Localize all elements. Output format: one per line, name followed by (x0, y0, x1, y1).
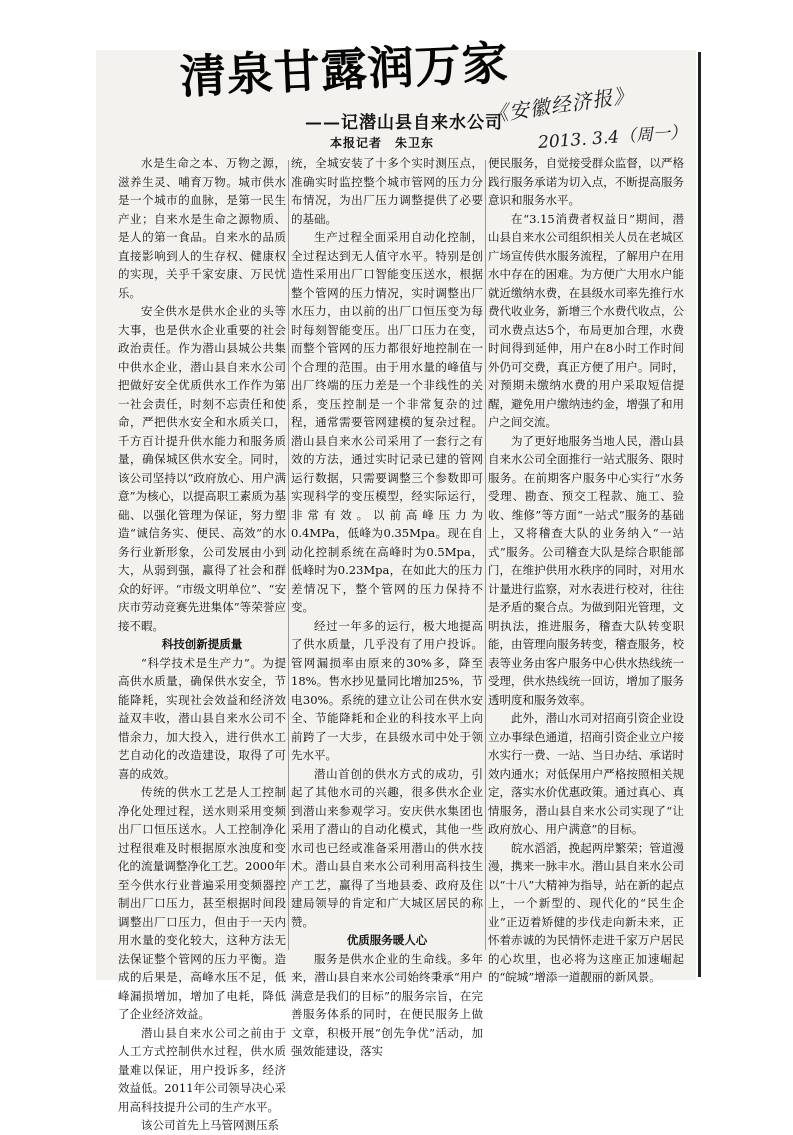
handwritten-source-note: 《安徽经济报》 (486, 82, 636, 127)
paragraph: 生产过程全面采用自动化控制，全过程达到无人值守水平。特别是创造性采用出厂口智能变压送水，根据整个管网的压力情况，实时调整出厂水压力，由以前的出厂口恒压变为每时每刻智能变压。出厂口压力在变，而整个管网的压力都很好地控制在一个合理的范围。由于用水量的峰值与出厂终端的压力差是一个非线性的关系，变压控制是一个非常复杂的过程，通常需要管网建模的复杂过程。潜山县自来水公司采用了一套行之有效的方法，通过实时记录已建的管网运行数据，只需要调整三个参数即可实现科学的变压模型，经实际运行，非常有效。以前高峰压力为0.4MPa，低峰为0.35Mpa。现在自动化控制系统在高峰时为0.5Mpa，低峰时为0.23Mpa，在如此大的压力差情况下，整个管网的压力保持不变。 (291, 230, 483, 614)
article-column-1 (118, 154, 286, 1132)
paragraph: “科学技术是生产力”。为提高供水质量，确保供水安全，节能降耗，实现社会效益和经济效益双丰收，潜山县自来水公司不惜余力，加大投入，进行供水工艺自动化的改造建设，取得了可喜的成效。 (118, 655, 286, 781)
byline: 本报记者 朱卫东 (330, 136, 435, 150)
paragraph: 潜山县自来水公司之前由于人工方式控制供水过程，供水质量难以保证，用户投诉多，经济效益低。2011年公司领导决心采用高科技提升公司的生产水平。 (118, 1025, 286, 1114)
column-divider (288, 160, 289, 950)
paragraph: 统，全城安装了十多个实时测压点，准确实时监控整个城市管网的压力分布情况，为出厂压力调整提供了必要的基础。 (291, 156, 483, 226)
section-heading: 科技创新提质量 (161, 637, 243, 651)
section-heading: 优质服务暖人心 (346, 933, 428, 947)
handwritten-date-note: 2013. 3.4（周一） (537, 122, 688, 153)
paragraph: 便民服务，自觉接受群众监督，以严格践行服务承诺为切入点，不断提高服务意识和服务水平。 (488, 156, 684, 207)
paragraph: 潜山首创的供水方式的成功，引起了其他水司的兴趣，很多供水企业到潜山来参观学习。安庆供水集团也采用了潜山的自动化模式，其他一些水司也已经或准备采用潜山的供水技术。潜山县自来水公司利用高科技生产工艺，赢得了当地县委、政府及住建局领导的肯定和广大城区居民的称赞。 (291, 766, 483, 929)
paragraph: 安全供水是供水企业的头等大事，也是供水企业重要的社会政治责任。作为潜山县城公共集中供水企业，潜山县自来水公司把做好安全优质供水工作作为第一社会责任，时刻不忘责任和使命，严把供水安全和水质关口，千方百计提升供水能力和服务质量，确保城区供水安全。同时，该公司坚持以“政府放心、用户满意”为核心，以提高职工素质为基础、以强化管理为保证，努力塑造“诚信务实、便民、高效”的水务行业新形象，公司发展由小到大，从弱到强，赢得了社会和群众的好评。“市级文明单位”、“安庆市劳动竞赛先进集体”等荣誉应接不暇。 (118, 304, 286, 633)
paragraph: 该公司首先上马管网测压系 (141, 1118, 279, 1132)
paragraph: 经过一年多的运行，极大地提高了供水质量，几乎没有了用户投诉。管网漏损率由原来的30%多，降至18%。售水抄见量同比增加25%，节电30%。系统的建立让公司在供水安全、节能降耗和企业的科技水平上向前跨了一大步，在县级水司中处于领先水平。 (291, 618, 483, 762)
paragraph: 服务是供水企业的生命线。多年来，潜山县自来水公司始终秉承“用户满意是我们的目标”的服务宗旨，在完善服务体系的同时，在便民服务上做文章，积极开展“创先争优”活动，加强效能建设，落实 (291, 951, 483, 1058)
paragraph: 传统的供水工艺是人工控制净化处理过程，送水则采用变频出厂口恒压送水。人工控制净化过程很难及时根据原水浊度和变化的流量调整净化工艺。2000年至今供水行业普遍采用变频器控制出厂口压力，甚至根据时间段调整出厂口压力，但由于一天内用水量的变化较大，这种方法无法保证整个管网的压力平衡。造成的后果是，高峰水压不足，低峰漏损增加，增加了电耗，降低了企业经济效益。 (118, 785, 286, 1021)
column-divider (485, 160, 486, 950)
paragraph: 为了更好地服务当地人民，潜山县自来水公司全面推行一站式服务、限时服务。在前期客户服务中心实行“水务受理、勘查、预交工程款、施工、验收、维修”等方面“一站式”服务的基础上，又将稽查大队的业务纳入“一站式”服务。公司稽查大队是综合职能部门，在维护供用水秩序的同时，对用水计量进行监察，对水表进行校对，往往是矛盾的聚合点。为做到阳光管理，文明执法，推进服务，稽查大队转变职能，由管理向服务转变，稽查服务，校表等业务由客户服务中心供水热线统一受理，供水热线统一回访，增加了服务透明度和服务效率。 (488, 433, 684, 707)
paragraph: 皖水滔滔，挽起两岸繁荣；管道漫漫，携来一脉丰水。潜山县自来水公司以“十八”大精神为指导，站在新的起点上，一个新型的、现代化的“民生企业”正迈着矫健的步伐走向新未来，正怀着赤诚的为民情怀走进千家万户居民的心坎里，也必将为这座正加速崛起的“皖城”增添一道靓丽的新风景。 (488, 840, 684, 984)
paragraph: 水是生命之本、万物之源，滋养生灵、哺育万物。城市供水是一个城市的血脉，是第一民生产业；自来水是生命之源物质、是人的第一食品。自来水的品质直接影响到人的生存权、健康权的实现，关乎千家安康、万民忧乐。 (118, 156, 286, 300)
article-column-3 (488, 154, 684, 984)
article-column-2 (291, 154, 483, 1058)
subheadline: ——记潜山县自来水公司 (305, 113, 503, 133)
headline: 清泉甘露润万家 (178, 35, 510, 104)
paragraph: 此外，潜山水司对招商引资企业设立办事绿色通道，招商引资企业立户接水实行一费、一站、当日办结、承诺时效内通水；对低保用户严格按照相关规定，落实水价优惠政策。通过真心、真情服务，潜山县自来水公司实现了“让政府放心、用户满意”的目标。 (488, 711, 684, 836)
clipping-edge-shadow (698, 52, 701, 977)
paragraph: 在“3.15消费者权益日”期间，潜山县自来水公司组织相关人员在老城区广场宣传供水服务流程，了解用户在用水中存在的困难。为方便广大用水户能就近缴纳水费，在县级水司率先推行水费代收业务，新增三个水费代收点，公司水费点达5个，布局更加合理，水费时间得到延伸，用户在8小时工作时间外仍可交费，真正方便了用户。同时，对预期未缴纳水费的用户采取短信提醒，避免用户缴纳违约金，增强了和用户之间交流。 (488, 211, 684, 429)
